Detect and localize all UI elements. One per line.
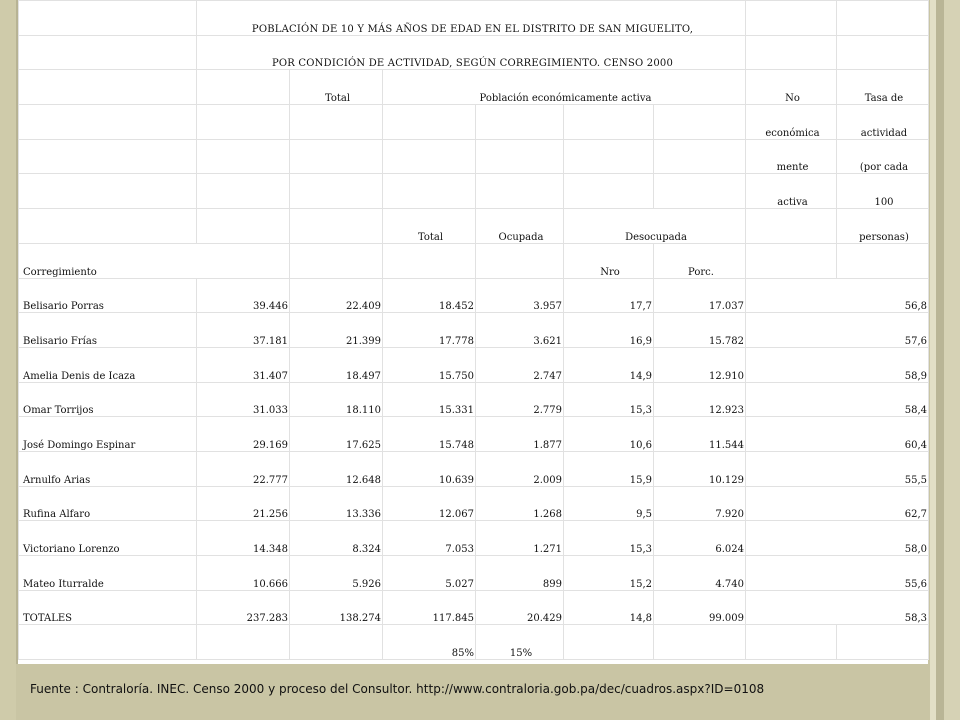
cell-porc: 14,9 [564, 347, 654, 382]
totals-total: 237.283 [197, 590, 290, 625]
row-name: Arnulfo Arias [19, 451, 197, 486]
cell-porc: 16,9 [564, 313, 654, 348]
table-row [19, 382, 929, 417]
header-tasa-4: 100 [837, 174, 929, 209]
header-no-3: mente [746, 139, 837, 174]
table-row [19, 556, 929, 591]
slide-right-stripe [936, 0, 944, 720]
header-row-2 [19, 105, 929, 140]
cell-no-activa: 12.910 [654, 347, 746, 382]
cell-total: 39.446 [197, 278, 290, 313]
header-row-5 [19, 209, 929, 244]
cell-total: 31.033 [197, 382, 290, 417]
cell-tasa: 56,8 [746, 278, 929, 313]
header-row-6 [19, 243, 929, 278]
totals-nro: 20.429 [476, 590, 564, 625]
header-total: Total [290, 70, 383, 105]
cell-nro: 3.957 [476, 278, 564, 313]
slide-right-stripe [944, 0, 960, 720]
totals-no-activa: 99.009 [654, 590, 746, 625]
cell-porc: 15,2 [564, 556, 654, 591]
cell-porc: 10,6 [564, 417, 654, 452]
cell-no-activa: 11.544 [654, 417, 746, 452]
header-tasa-5: personas) [837, 209, 929, 244]
cell-no-activa: 6.024 [654, 521, 746, 556]
row-name: Belisario Porras [19, 278, 197, 313]
header-pea-total: Total [383, 209, 476, 244]
cell-no-activa: 10.129 [654, 451, 746, 486]
table-row [19, 347, 929, 382]
cell-tasa: 58,9 [746, 347, 929, 382]
totals-row [19, 590, 929, 625]
cell-no-activa: 12.923 [654, 382, 746, 417]
totals-ocupada: 117.845 [383, 590, 476, 625]
cell-pea-total: 21.399 [290, 313, 383, 348]
cell-nro: 2.747 [476, 347, 564, 382]
cell-pea-total: 17.625 [290, 417, 383, 452]
cell-tasa: 55,5 [746, 451, 929, 486]
header-no-1: No [746, 70, 837, 105]
cell-nro: 2.009 [476, 451, 564, 486]
cell-pea-total: 22.409 [290, 278, 383, 313]
header-nro: Nro [564, 243, 654, 278]
cell-porc: 9,5 [564, 486, 654, 521]
header-tasa-2: actividad [837, 105, 929, 140]
table-title-line2: POR CONDICIÓN DE ACTIVIDAD, SEGÚN CORREGIMIENTO. CENSO 2000 [197, 35, 746, 70]
census-table [18, 0, 929, 660]
cell-ocupada: 18.452 [383, 278, 476, 313]
cell-tasa: 57,6 [746, 313, 929, 348]
table-row [19, 278, 929, 313]
source-citation: Fuente : Contraloría. INEC. Censo 2000 y proceso del Consultor. http://www.contraloria.gob.pa/dec/cuadros.aspx?ID=0108 [30, 682, 765, 696]
cell-no-activa: 7.920 [654, 486, 746, 521]
totals-label: TOTALES [19, 590, 197, 625]
cell-ocupada: 10.639 [383, 451, 476, 486]
cell-ocupada: 15.750 [383, 347, 476, 382]
cell-tasa: 55,6 [746, 556, 929, 591]
cell-nro: 1.271 [476, 521, 564, 556]
pct-desocupada: 15% [476, 625, 564, 660]
row-name: Victoriano Lorenzo [19, 521, 197, 556]
cell-ocupada: 5.027 [383, 556, 476, 591]
cell-ocupada: 17.778 [383, 313, 476, 348]
cell-tasa: 60,4 [746, 417, 929, 452]
totals-pea-total: 138.274 [290, 590, 383, 625]
header-row-4 [19, 174, 929, 209]
cell-no-activa: 15.782 [654, 313, 746, 348]
totals-porc: 14,8 [564, 590, 654, 625]
cell-porc: 15,3 [564, 382, 654, 417]
cell-ocupada: 12.067 [383, 486, 476, 521]
cell-porc: 15,9 [564, 451, 654, 486]
title-row-1 [19, 1, 929, 36]
row-name: Belisario Frías [19, 313, 197, 348]
header-porc: Porc. [654, 243, 746, 278]
cell-tasa: 58,4 [746, 382, 929, 417]
cell-nro: 899 [476, 556, 564, 591]
row-name: Omar Torrijos [19, 382, 197, 417]
row-name: José Domingo Espinar [19, 417, 197, 452]
cell-total: 22.777 [197, 451, 290, 486]
row-name: Amelia Denis de Icaza [19, 347, 197, 382]
cell-no-activa: 17.037 [654, 278, 746, 313]
cell-pea-total: 18.497 [290, 347, 383, 382]
table-row [19, 521, 929, 556]
row-name: Mateo Iturralde [19, 556, 197, 591]
cell-porc: 17,7 [564, 278, 654, 313]
slide-left-border [0, 0, 16, 720]
cell-pea-total: 5.926 [290, 556, 383, 591]
row-name: Rufina Alfaro [19, 486, 197, 521]
table-row [19, 451, 929, 486]
title-row-2 [19, 35, 929, 70]
cell-pea-total: 8.324 [290, 521, 383, 556]
table-row [19, 417, 929, 452]
header-row-3 [19, 139, 929, 174]
cell-nro: 3.621 [476, 313, 564, 348]
table-title-line1: POBLACIÓN DE 10 Y MÁS AÑOS DE EDAD EN EL DISTRITO DE SAN MIGUELITO, [197, 1, 746, 36]
cell-no-activa: 4.740 [654, 556, 746, 591]
table-row [19, 486, 929, 521]
spreadsheet [18, 0, 928, 664]
header-corregimiento: Corregimiento [19, 243, 290, 278]
cell-ocupada: 7.053 [383, 521, 476, 556]
cell-pea-total: 13.336 [290, 486, 383, 521]
cell-tasa: 58,0 [746, 521, 929, 556]
header-ocupada: Ocupada [476, 209, 564, 244]
cell-porc: 15,3 [564, 521, 654, 556]
header-desocupada: Desocupada [564, 209, 746, 244]
pct-ocupada: 85% [383, 625, 476, 660]
cell-total: 37.181 [197, 313, 290, 348]
cell-total: 29.169 [197, 417, 290, 452]
cell-pea-total: 12.648 [290, 451, 383, 486]
cell-total: 10.666 [197, 556, 290, 591]
header-tasa-1: Tasa de [837, 70, 929, 105]
cell-tasa: 62,7 [746, 486, 929, 521]
cell-ocupada: 15.331 [383, 382, 476, 417]
cell-nro: 2.779 [476, 382, 564, 417]
cell-nro: 1.268 [476, 486, 564, 521]
totals-tasa: 58,3 [746, 590, 929, 625]
header-tasa-3: (por cada [837, 139, 929, 174]
cell-ocupada: 15.748 [383, 417, 476, 452]
percentage-row [19, 625, 929, 660]
cell-total: 31.407 [197, 347, 290, 382]
cell-nro: 1.877 [476, 417, 564, 452]
header-pea: Población económicamente activa [383, 70, 746, 105]
table-row [19, 313, 929, 348]
header-no-2: económica [746, 105, 837, 140]
header-no-4: activa [746, 174, 837, 209]
header-row-1 [19, 70, 929, 105]
cell-total: 21.256 [197, 486, 290, 521]
cell-pea-total: 18.110 [290, 382, 383, 417]
cell-total: 14.348 [197, 521, 290, 556]
